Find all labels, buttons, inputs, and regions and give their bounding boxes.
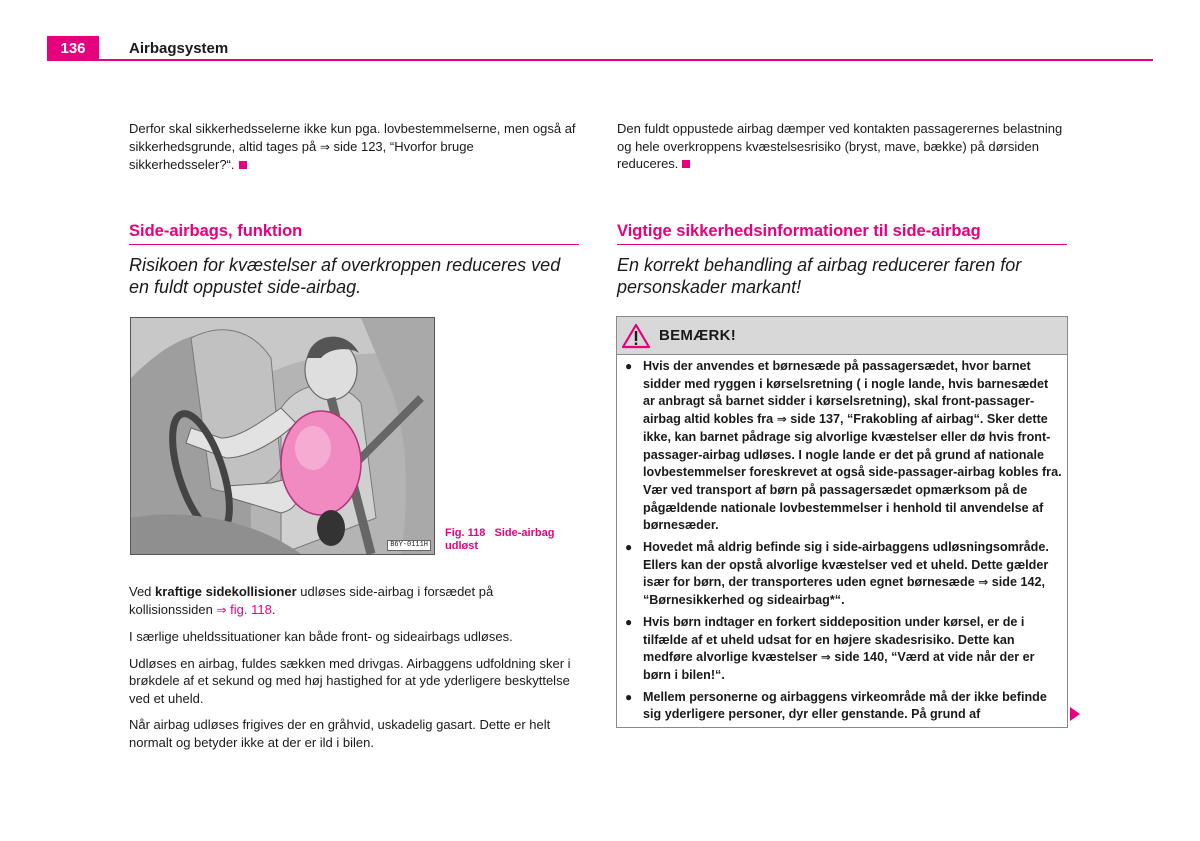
left-top-link[interactable]: side 123, “Hvorfor bruge sikkerhedsseler?“. [129,138,474,172]
warning-item-text: Hvis børn indtager en forkert siddeposition under kørsel, er de i tilfælde af et uheld udsat for en højere skadesrisiko. Dette kan medføre alvorlige kvæstelser [643,614,1025,665]
header-rule [47,59,1153,61]
warning-item-link[interactable]: side 140, “Værd at vide når der er børn i bilen!“. [643,650,1035,682]
p4: Når airbag udløses frigives der en gråhvid, uskadelig gasart. Dette er helt normalt og betyder ikke at der er ild i bilen. [129,717,551,750]
p3: Udløses en airbag, fuldes sækken med drivgas. Airbaggens udfoldning sker i brøkdele af et sekund og med høj hastighed for at yde yderligere beskyttelse ved et uheld. [129,655,571,706]
right-top-text: Den fuldt oppustede airbag dæmper ved kontakten passagerernes belastning og hele overkroppens kvæstelsesrisiko (bryst, mave, bække) på dørsiden reduceres. [617,121,1063,171]
double-arrow-icon: ⇒ [978,575,989,590]
page-number: 136 [47,36,99,61]
double-arrow-icon: ⇒ [820,650,831,665]
p1-pre: Ved [129,584,152,599]
side-airbag-illustration [131,318,434,554]
warning-item [622,614,1063,685]
bullet-icon: ● [625,359,633,373]
p2: I særlige uheldssituationer kan både front- og sideairbags udløses. [129,629,513,644]
bullet-icon: ● [625,614,633,629]
double-arrow-icon: ⇒ [776,412,787,427]
left-top-text: Derfor skal sikkerhedsselerne ikke kun pga. lovbestemmelserne, men også af sikkerhedsgrunde, altid tages på [129,121,576,154]
warning-item [622,689,1063,724]
bullet-icon: ● [625,540,633,555]
left-body: Ved kraftige sidekollisioner udløses side-airbag i forsædet på kollisionssiden ⇒ fig. 118. I særlige uheldssituationer kan både front- og sideairbags udløses. Udløses en airbag, fuldes sækken med drivgas. Airbaggens udfoldning sker i brøkdele af et sekund og med høj hastighed for at yde yderligere beskyttelse ved et uheld. Når airbag udløses frigives der en gråhvid, uskadelig gasart. Dette er helt normalt og betyder ikke at der er ild i bilen. [129,583,579,751]
caption-text: Side-airbag udløst [445,527,555,552]
warning-item-text: Hvis der anvendes et børnesæde på passagersædet, hvor barnet sidder med ryggen i kørselsretning ( i nogle lande, hvis barnesædet ar anbragt så barnet sidder i kørselsretning), skal front-passager-airbag altid kobles fra [643,359,1049,427]
left-top-paragraph [129,120,579,174]
airbag-figure [130,317,435,555]
warning-body [617,355,1067,724]
double-arrow-icon: ⇒ [319,139,330,154]
fig-ref-link[interactable]: fig. 118 [230,601,272,617]
warning-item [622,539,1063,610]
right-top-paragraph [617,120,1067,173]
figure-caption [445,527,575,553]
warning-item [622,358,1063,535]
warning-header [617,317,1067,355]
bullet-icon: ● [625,689,633,704]
end-square-icon [682,160,690,168]
end-square-icon [239,161,247,169]
p1-post: udløses side-airbag i forsædet på kollisionssiden [129,584,494,617]
warning-triangle-icon [621,323,651,349]
left-intro-block [129,254,579,298]
warning-item-link[interactable]: side 142, “Børnesikkerhed og sideairbag*“. [643,575,1045,608]
warning-box [616,316,1068,728]
figure-code: B6Y-0111H [387,540,431,551]
warning-title: BEMÆRK! [659,327,737,344]
right-heading: Vigtige sikkerhedsinformationer til side-airbag [617,222,981,240]
right-heading-block [617,220,1067,245]
left-heading-block [129,220,579,245]
p1-bold: kraftige sidekollisioner [155,584,297,599]
warning-item-link[interactable]: side 137, “Frakobling af airbag“. Sker dette ikke, kan barnet pådrage sig alvorlige kvæstelser eller dø hvis front-passager-airbag udløses. I nogle lande er det på grund af nationale lovbestemmelser foreskrevet at også side-passager-airbag kobles fra. Vær ved transport af børn på passagersædet opmærksom på de pågældende nationale lovbestemmelser i henhold til anvendelse af børnesæder. [643,412,1062,533]
right-intro: En korrekt behandling af airbag reducerer faren for personskader markant! [617,255,1022,297]
left-intro: Risikoen for kvæstelser af overkroppen reduceres ved en fuldt oppustet side-airbag. [129,255,561,297]
section-title: Airbagsystem [129,40,229,57]
double-arrow-icon: ⇒ [216,602,227,617]
right-intro-block [617,254,1067,298]
caption-label: Fig. 118 [445,527,486,539]
warning-item-text: Hovedet må aldrig befinde sig i side-airbaggens udløsningsområde. Ellers kan der opstå alvorlige kvæstelser ved et uheld. Dette gælder især for børn, der transporteres uden egnet børnesæde [643,540,1049,590]
continue-arrow-icon [1070,707,1080,721]
left-heading: Side-airbags, funktion [129,222,303,240]
warning-item-text: Mellem personerne og airbaggens virkeområde må der ikke befinde sig yderligere personer, dyr eller genstande. På grund af [643,689,1047,722]
